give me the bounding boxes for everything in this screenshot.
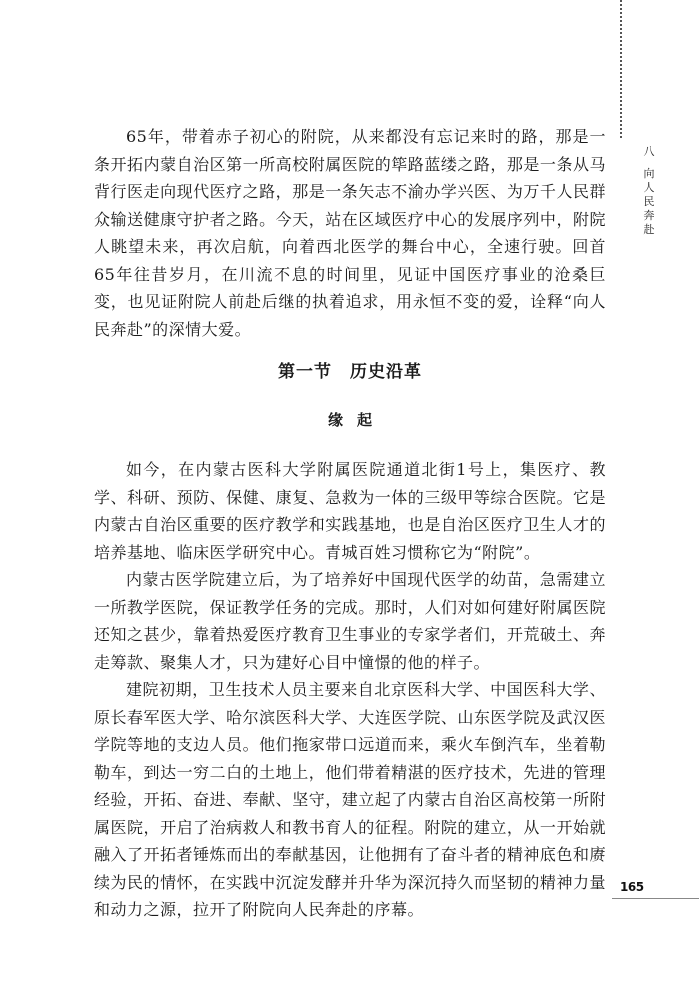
body-paragraph: 如今，在内蒙古医科大学附属医院通道北街1号上，集医疗、教学、科研、预防、保健、康复、急救为一体的三级甲等综合医院。它是内蒙古自治区重要的医疗教学和实践基地，也是自治区医疗卫生人才的培养基地、临床医学研究中心。青城百姓习惯称它为“附院”。 xyxy=(94,460,606,562)
page-number: 165 xyxy=(620,880,644,894)
chapter-number: 八 xyxy=(643,145,655,158)
intro-paragraph: 65年，带着赤子初心的附院，从来都没有忘记来时的路，那是一条开拓内蒙自治区第一所高校附属医院的筚路蓝缕之路，那是一条从马背行医走向现代医疗之路，那是一条矢志不渝办学兴医、为万千人民群众输送健康守护者之路。今天，站在区域医疗中心的发展序列中，附院人眺望未来，再次启航，向着西北医学的舞台中心，全速行驶。回首65年往昔岁月，在川流不息的时间里，见证中国医疗事业的沧桑巨变，也见证附院人前赴后继的执着追求，用永恒不变的爱，诠释“向人民奔赴”的深情大爱。 xyxy=(94,127,606,339)
body-paragraph: 内蒙古医学院建立后，为了培养好中国现代医学的幼苗，急需建立一所教学医院，保证教学任务的完成。那时，人们对如何建好附属医院还知之甚少，靠着热爱医疗教育卫生事业的专家学者们，开荒破土、奔走筹款、聚集人才，只为建好心目中憧憬的他的样子。 xyxy=(94,570,606,672)
page-number-rule xyxy=(612,898,699,899)
chapter-title: 向人民奔赴 xyxy=(643,167,655,236)
margin-dotted-rule xyxy=(620,0,622,138)
section-title: 第一节 历史沿革 xyxy=(278,362,422,382)
body-paragraph: 建院初期，卫生技术人员主要来自北京医科大学、中国医科大学、原长春军医大学、哈尔滨医科大学、大连医学院、山东医学院及武汉医学院等地的支边人员。他们拖家带口远道而来，乘火车倒汽车，坐着勒勒车，到达一穷二白的土地上，他们带着精湛的医疗技术，先进的管理经验，开拓、奋进、奉献、坚守，建立起了内蒙古自治区高校第一所附属医院，开启了治病救人和教书育人的征程。附院的建立，从一开始就融入了开拓者锤炼而出的奉献基因，让他拥有了奋斗者的精神底色和赓续为民的情怀，在实践中沉淀发酵并升华为深沉持久而坚韧的精神力量和动力之源，拉开了附院向人民奔赴的序幕。 xyxy=(94,680,606,919)
subsection-title: 缘起 xyxy=(327,411,386,429)
chapter-side-tab xyxy=(638,145,660,237)
body-text xyxy=(94,456,606,924)
